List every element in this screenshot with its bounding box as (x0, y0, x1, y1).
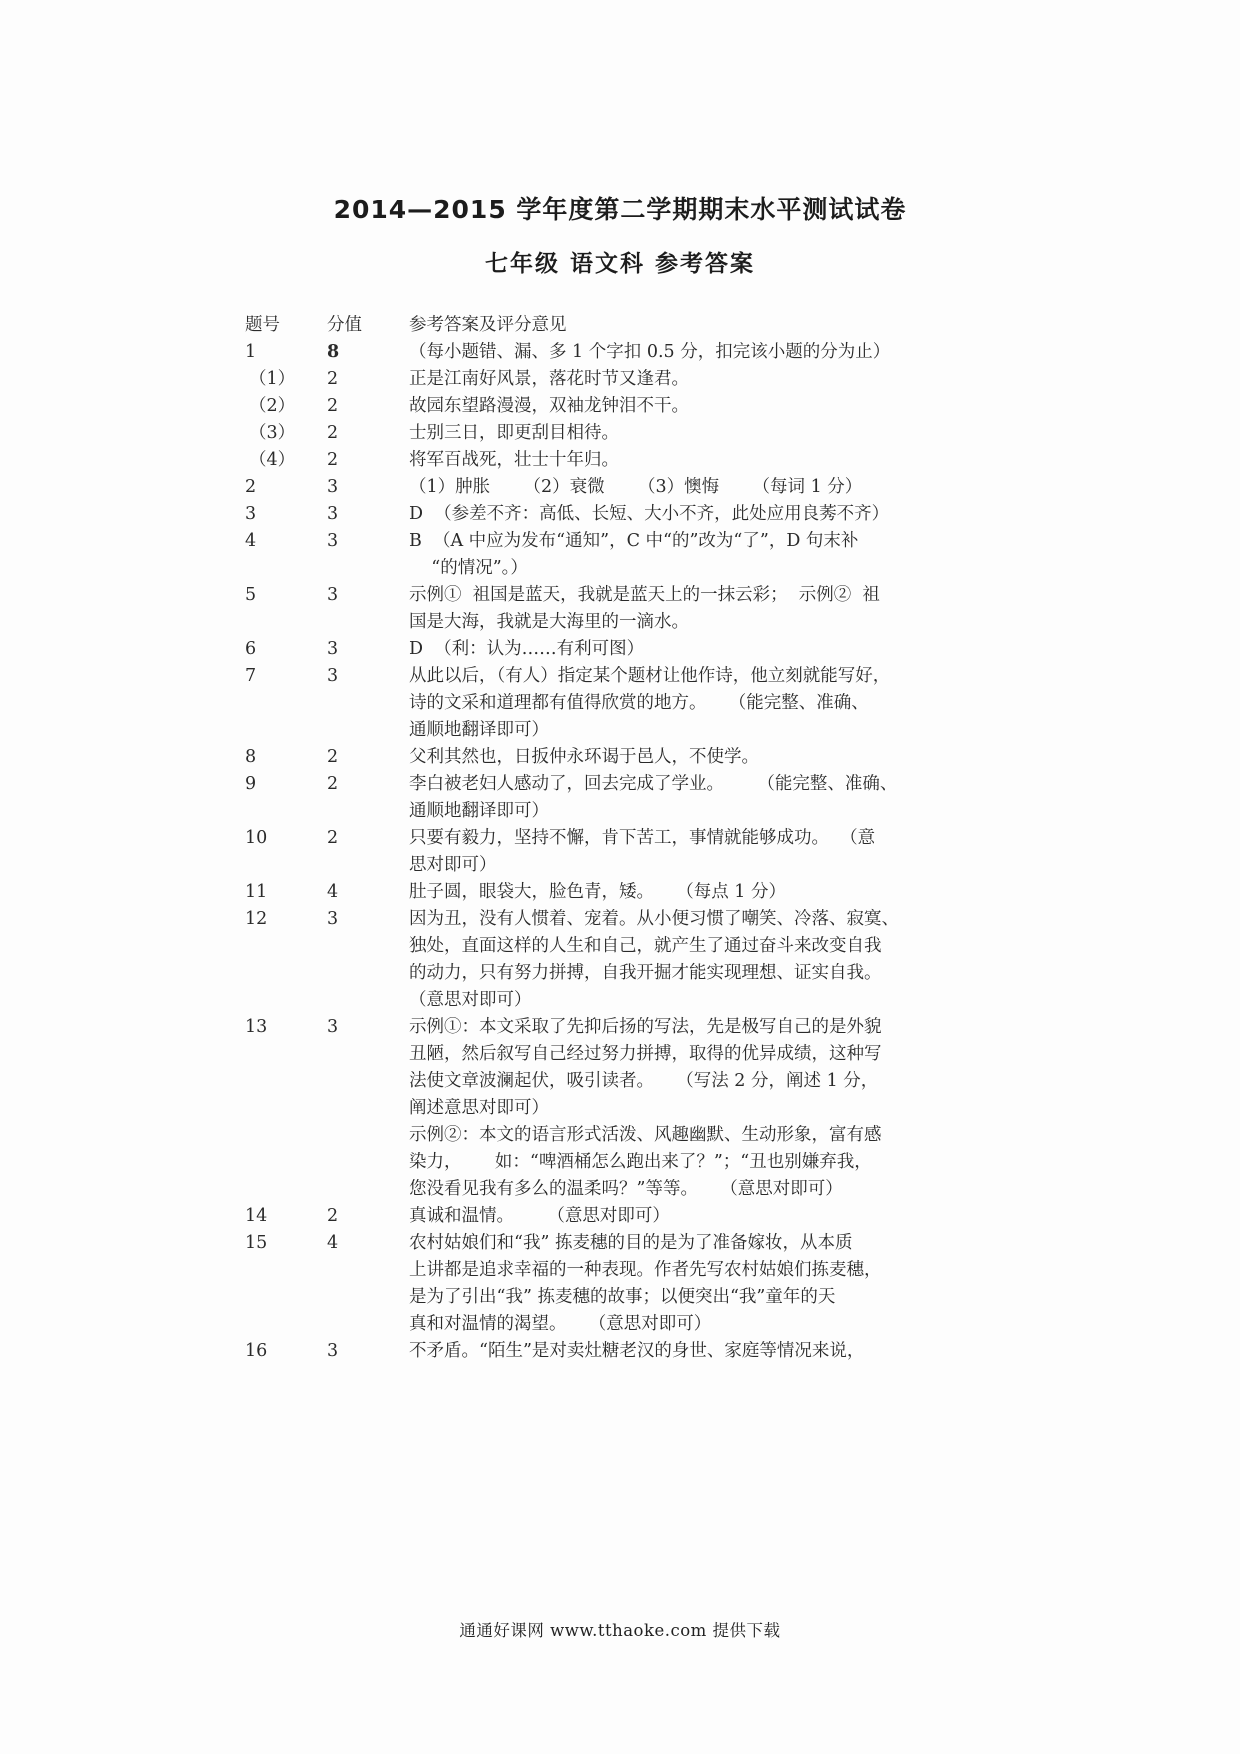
question-number: 12 (245, 909, 268, 929)
answer-line: D （参差不齐：高低、长短、大小不齐，此处应用良莠不齐） (409, 504, 890, 524)
answer-text (409, 339, 965, 366)
answer-line: （意思对即可） (409, 990, 532, 1010)
question-number: 14 (245, 1206, 268, 1226)
table-row (245, 825, 965, 879)
table-row (245, 474, 965, 501)
answer-text (409, 447, 965, 474)
question-score: 3 (327, 477, 339, 497)
answer-text (409, 420, 965, 447)
question-score: 4 (327, 1233, 339, 1253)
answer-text (409, 879, 965, 906)
question-number: 15 (245, 1233, 268, 1253)
question-score: 2 (327, 396, 339, 416)
table-row (245, 879, 965, 906)
question-number: 4 (245, 531, 257, 551)
answer-line: 肚子圆，眼袋大，脸色青，矮。 （每点 1 分） (409, 882, 787, 902)
document-title: 2014—2015 学年度第二学期期末水平测试试卷 (333, 195, 907, 224)
answer-line: 从此以后，（有人）指定某个题材让他作诗，他立刻就能写好， (409, 666, 891, 686)
answer-line: 染力， 如：“啤酒桶怎么跑出来了？”；“丑也别嫌弃我， (409, 1152, 872, 1172)
question-number: 10 (245, 828, 268, 848)
answer-line: 的动力，只有努力拼搏，自我开掘才能实现理想、证实自我。 (409, 963, 882, 983)
question-number: 8 (245, 747, 257, 767)
table-row (245, 528, 965, 582)
table-row (245, 1014, 965, 1203)
question-score: 3 (327, 531, 339, 551)
answer-line: 示例① 祖国是蓝天，我就是蓝天上的一抹云彩； 示例② 祖 (409, 585, 880, 605)
question-score: 8 (327, 342, 340, 362)
question-score: 3 (327, 909, 339, 929)
question-number: （2） (249, 396, 296, 416)
question-score: 4 (327, 882, 339, 902)
table-row (245, 393, 965, 420)
answer-table (245, 312, 965, 1365)
question-number: （1） (249, 369, 296, 389)
table-row (245, 636, 965, 663)
answer-line: 独处，直面这样的人生和自己，就产生了通过奋斗来改变自我 (409, 936, 882, 956)
answer-line: 正是江南好风景，落花时节又逢君。 (409, 369, 689, 389)
question-score: 3 (327, 1017, 339, 1037)
answer-text (409, 366, 965, 393)
answer-line: 真诚和温情。 （意思对即可） (409, 1206, 670, 1226)
question-number: 9 (245, 774, 257, 794)
header-question-number: 题号 (245, 315, 280, 335)
answer-line: （1）肿胀 （2）衰微 （3）懊悔 （每词 1 分） (409, 477, 863, 497)
answer-text (409, 582, 965, 636)
answer-line: 士别三日，即更刮目相待。 (409, 423, 619, 443)
answer-line: 李白被老妇人感动了，回去完成了学业。 （能完整、准确、 (409, 774, 898, 794)
answer-line: 农村姑娘们和“我” 拣麦穗的目的是为了准备嫁妆，从本质 (409, 1233, 853, 1253)
answer-text (409, 906, 965, 1014)
table-row (245, 339, 965, 366)
answer-line: 法使文章波澜起伏，吸引读者。 （写法 2 分，阐述 1 分， (409, 1071, 879, 1091)
answer-line: 故园东望路漫漫，双袖龙钟泪不干。 (409, 396, 689, 416)
answer-line: 只要有毅力，坚持不懈，肯下苦工，事情就能够成功。 （意 (409, 828, 876, 848)
answer-line: “的情况”。） (409, 558, 528, 578)
answer-line: 父利其然也，日扳仲永环谒于邑人，不使学。 (409, 747, 759, 767)
table-row (245, 906, 965, 1014)
table-row (245, 744, 965, 771)
question-number: 11 (245, 882, 268, 902)
answer-text (409, 1338, 965, 1365)
answer-rows (245, 339, 965, 1365)
header-score: 分值 (327, 315, 362, 335)
question-score: 2 (327, 774, 339, 794)
table-row (245, 771, 965, 825)
table-row (245, 1203, 965, 1230)
answer-text (409, 1230, 965, 1338)
question-score: 3 (327, 639, 339, 659)
question-number: （3） (249, 423, 296, 443)
question-score: 3 (327, 666, 339, 686)
question-score: 2 (327, 828, 339, 848)
answer-line: 示例②：本文的语言形式活泼、风趣幽默、生动形象，富有感 (409, 1125, 882, 1145)
answer-line: （每小题错、漏、多 1 个字扣 0.5 分，扣完该小题的分为止） (409, 342, 891, 362)
answer-line: 诗的文采和道理都有值得欣赏的地方。 （能完整、准确、 (409, 693, 869, 713)
question-number: 1 (245, 342, 257, 362)
answer-text (409, 528, 965, 582)
answer-line: B （A 中应为发布“通知”，C 中“的”改为“了”，D 句末补 (409, 531, 859, 551)
table-row (245, 663, 965, 744)
answer-text (409, 663, 965, 744)
table-row (245, 1230, 965, 1338)
table-row (245, 501, 965, 528)
answer-text (409, 1203, 965, 1230)
question-number: （4） (249, 450, 296, 470)
answer-line: 您没看见我有多么的温柔吗？”等等。 （意思对即可） (409, 1179, 843, 1199)
answer-text (409, 744, 965, 771)
answer-line: 因为丑，没有人惯着、宠着。从小便习惯了嘲笑、冷落、寂寞、 (409, 909, 899, 929)
answer-line: 国是大海，我就是大海里的一滴水。 (409, 612, 689, 632)
question-score: 2 (327, 369, 339, 389)
table-row (245, 582, 965, 636)
question-score: 3 (327, 1341, 339, 1361)
document-subtitle: 七年级 语文科 参考答案 (484, 251, 755, 277)
question-score: 3 (327, 504, 339, 524)
question-number: 6 (245, 639, 257, 659)
question-number: 7 (245, 666, 257, 686)
answer-text (409, 1014, 965, 1203)
answer-line: 丑陋，然后叙写自己经过努力拼搏，取得的优异成绩，这种写 (409, 1044, 882, 1064)
answer-line: 真和对温情的渴望。 （意思对即可） (409, 1314, 712, 1334)
answer-text (409, 636, 965, 663)
question-number: 16 (245, 1341, 268, 1361)
answer-text (409, 501, 965, 528)
question-number: 13 (245, 1017, 268, 1037)
question-number: 5 (245, 585, 257, 605)
answer-line: 示例①：本文采取了先抑后扬的写法，先是极写自己的是外貌 (409, 1017, 882, 1037)
footer-credit: 通通好课网 www.tthaoke.com 提供下载 (459, 1621, 781, 1640)
answer-text (409, 393, 965, 420)
answer-line: 通顺地翻译即可） (409, 720, 549, 740)
question-score: 3 (327, 585, 339, 605)
answer-text (409, 474, 965, 501)
table-row (245, 366, 965, 393)
question-number: 3 (245, 504, 257, 524)
answer-text (409, 771, 965, 825)
answer-line: 不矛盾。“陌生”是对卖灶糖老汉的身世、家庭等情况来说， (409, 1341, 865, 1361)
table-row (245, 420, 965, 447)
answer-table-header (245, 312, 965, 339)
answer-line: 上讲都是追求幸福的一种表现。作者先写农村姑娘们拣麦穗， (409, 1260, 882, 1280)
answer-text (409, 825, 965, 879)
answer-line: 阐述意思对即可） (409, 1098, 549, 1118)
answer-line: 通顺地翻译即可） (409, 801, 549, 821)
question-score: 2 (327, 450, 339, 470)
question-score: 2 (327, 747, 339, 767)
answer-line: D （利：认为……有利可图） (409, 639, 645, 659)
table-row (245, 1338, 965, 1365)
question-score: 2 (327, 423, 339, 443)
question-number: 2 (245, 477, 257, 497)
answer-line: 将军百战死，壮士十年归。 (409, 450, 619, 470)
answer-line: 思对即可） (409, 855, 497, 875)
table-row (245, 447, 965, 474)
header-answer: 参考答案及评分意见 (409, 315, 567, 335)
question-score: 2 (327, 1206, 339, 1226)
answer-line: 是为了引出“我” 拣麦穗的故事；以便突出“我”童年的天 (409, 1287, 836, 1307)
